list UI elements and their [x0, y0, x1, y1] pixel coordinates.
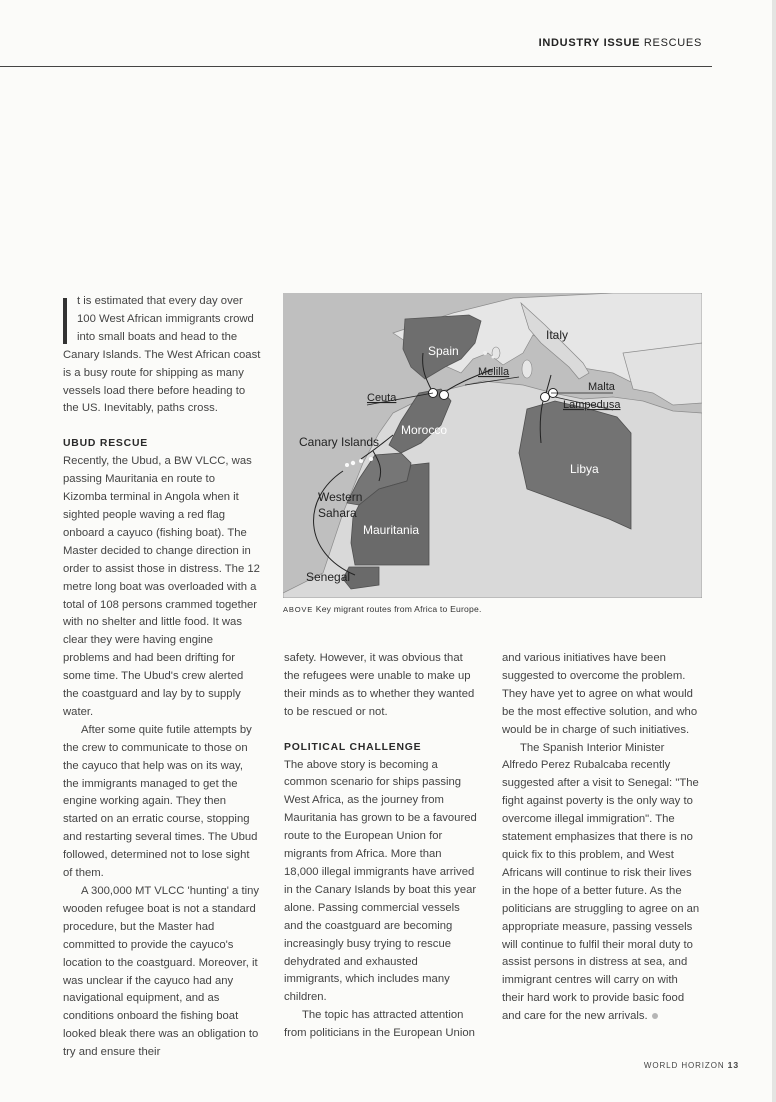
intro-line-3: into small boats and head to the [77, 330, 238, 343]
col3-paragraph-2-text: The Spanish Interior Minister Alfredo Perez Rubalcaba recently suggested after a visit to Senegal: "The fight against poverty is the only way to overcome illegal immigration". The statement emphasizes that there is no quick fix to this problem, and West Africans will continue to risk their lives in the hope of a better future. As the politicians are struggling to agree on an appropriate measure, passing vessels will continue to fulfil their moral duty to assist persons in distress at sea, and immigrant centres will carry on with their hard work to provide basic food and care for the new arrivals. [502, 741, 700, 1023]
node-melilla [440, 391, 449, 400]
label-libya: Libya [570, 462, 599, 476]
ubud-paragraph-3: A 300,000 MT VLCC 'hunting' a tiny wooden refugee boat is not a standard procedure, but the Master had committed to provide the cayuco's location to the coastguard. Moreover, it was unclear if the cayuco had any navigational equipment, and as conditions onboard the fishing boat looked bleak there was an obligation to try and ensure their [63, 885, 260, 1059]
political-challenge-heading: POLITICAL CHALLENGE [284, 741, 422, 753]
col3-paragraph-1: and various initiatives have been suggested to overcome the problem. They have yet to agree on what would be the most effective solution, and who would be in charge of such initiatives. [502, 652, 698, 736]
spacer [284, 722, 478, 739]
canary-island-1 [345, 463, 349, 467]
spacer [63, 418, 261, 435]
migrant-routes-map [283, 293, 702, 598]
section-topic: RESCUES [643, 37, 702, 49]
intro-line-1: t is estimated that every day over [77, 295, 243, 307]
article-column-2 [284, 650, 478, 1043]
label-senegal: Senegal [306, 570, 351, 584]
page-footer [644, 1060, 739, 1070]
map-caption [283, 604, 482, 614]
page-number: 13 [727, 1060, 739, 1070]
col3-paragraph-2 [502, 740, 700, 1027]
publication-name: WORLD HORIZON [643, 1061, 725, 1070]
col2-paragraph-3: The topic has attracted attention from politicians in the European Union [284, 1009, 475, 1040]
caption-lead: ABOVE [283, 605, 314, 614]
caption-text: Key migrant routes from Africa to Europe. [315, 604, 482, 614]
intro-line-2: 100 West African immigrants crowd [77, 312, 254, 325]
ubud-paragraph-1: Recently, the Ubud, a BW VLCC, was passing Mauritania en route to Kizomba terminal in Angola when it sighted people waving a red flag onboard a cayuco (fishing boat). The Master decided to change direction in order to assist those in distress. The 12 metre long boat was overloaded with a total of 108 persons crammed together with no shelter and little food. It was clear they were having engine problems and had been drifting for some time. The Ubud's crew alerted the coastguard and lay by to supply water. [63, 455, 260, 718]
label-malta: Malta [588, 381, 615, 393]
sardinia [522, 360, 532, 378]
map-svg [283, 293, 702, 598]
col2-paragraph-1: safety. However, it was obvious that the refugees were unable to make up their minds as to whether they wanted to be rescued or not. [284, 652, 475, 718]
label-italy: Italy [546, 328, 569, 342]
article-column-3 [502, 650, 700, 1026]
canary-island-4 [369, 457, 373, 461]
page-edge [772, 0, 776, 1102]
article-column-1 [63, 293, 261, 1062]
label-lampedusa: Lampedusa [563, 399, 621, 411]
label-spain: Spain [428, 344, 459, 358]
ubud-rescue-heading: UBUD RESCUE [63, 438, 149, 450]
label-ceuta: Ceuta [367, 392, 397, 404]
balearic-2 [492, 356, 495, 359]
header-rule [0, 66, 712, 67]
section-header [539, 37, 702, 49]
canary-island-3 [359, 459, 363, 463]
end-mark-icon [652, 1013, 658, 1019]
label-morocco: Morocco [401, 423, 448, 437]
intro-rest: Canary Islands. The West African coast is a busy route for shipping as many vessels load there before heading to the US. Inevitably, paths cross. [63, 348, 261, 415]
label-melilla: Melilla [478, 366, 510, 378]
col2-paragraph-2: The above story is becoming a common scenario for ships passing West Africa, as the journey from Mauritania has grown to be a favoured route to the European Union for migrants from Africa. More than 18,000 illegal immigrants have arrived in the Canary Islands by boat this year alone. Passing commercial vessels and the coastguard are becoming increasingly busy trying to rescue dehydrated and exhausted immigrants, which includes many children. [284, 758, 477, 1004]
drop-cap-i [63, 298, 67, 344]
section-label: INDUSTRY ISSUE [538, 37, 641, 49]
label-mauritania: Mauritania [363, 523, 420, 537]
ubud-paragraph-2: After some quite futile attempts by the crew to communicate to those on the cayuco that help was on its way, the immigrants managed to get the engine working again. They then started on an erratic course, stopping and restarting several times. The Ubud followed, determined not to lose sight of them. [63, 723, 258, 880]
label-western: Western [318, 490, 363, 504]
label-canary-islands: Canary Islands [299, 435, 380, 449]
label-sahara: Sahara [318, 506, 357, 520]
canary-island-2 [351, 461, 355, 465]
balearic-1 [483, 351, 487, 355]
